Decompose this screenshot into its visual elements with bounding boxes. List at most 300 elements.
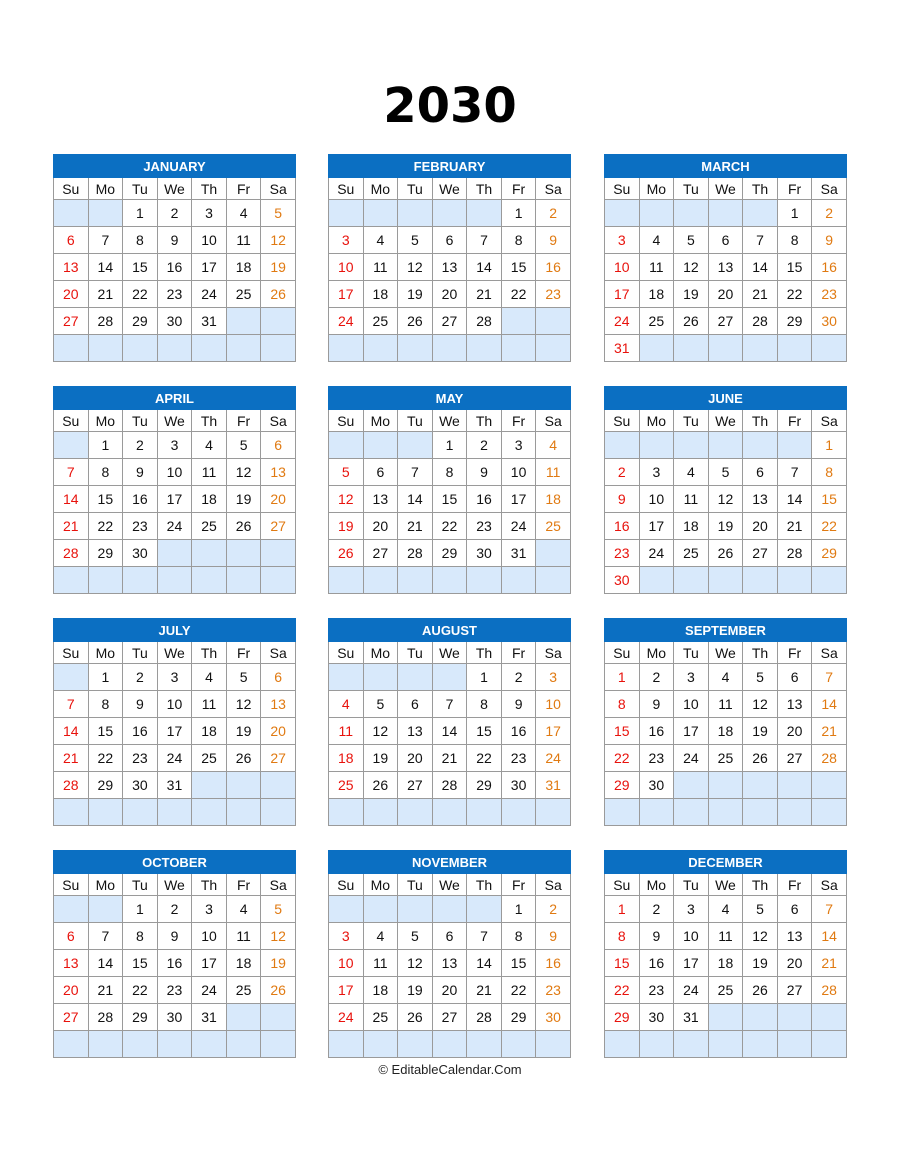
day-cell: 28	[88, 308, 123, 335]
day-cell: 11	[192, 459, 227, 486]
month-name: FEBRUARY	[329, 155, 571, 178]
empty-cell	[398, 200, 433, 227]
day-cell: 17	[192, 254, 227, 281]
weekday-label: We	[432, 642, 467, 664]
day-cell: 30	[639, 772, 674, 799]
day-cell: 20	[54, 977, 89, 1004]
day-cell: 20	[743, 513, 778, 540]
empty-cell	[329, 200, 364, 227]
weekday-label: Su	[605, 874, 640, 896]
day-cell: 7	[812, 664, 847, 691]
day-cell: 8	[123, 923, 158, 950]
month-december	[604, 850, 847, 1058]
weekday-label: We	[157, 874, 192, 896]
empty-cell	[54, 567, 89, 594]
month-august	[328, 618, 571, 826]
empty-cell	[261, 772, 296, 799]
day-cell: 11	[363, 950, 398, 977]
day-cell: 18	[363, 281, 398, 308]
empty-cell	[432, 799, 467, 826]
day-cell: 22	[501, 281, 536, 308]
day-cell: 10	[157, 459, 192, 486]
empty-cell	[812, 799, 847, 826]
empty-cell	[123, 335, 158, 362]
weekday-label: Mo	[363, 874, 398, 896]
day-cell: 24	[157, 745, 192, 772]
day-cell: 1	[432, 432, 467, 459]
empty-cell	[501, 1031, 536, 1058]
month-november	[328, 850, 571, 1058]
empty-cell	[605, 1031, 640, 1058]
month-july	[53, 618, 296, 826]
day-cell: 5	[261, 896, 296, 923]
day-cell: 3	[192, 896, 227, 923]
month-name: DECEMBER	[605, 851, 847, 874]
day-cell: 23	[501, 745, 536, 772]
day-cell: 22	[812, 513, 847, 540]
day-cell: 24	[329, 1004, 364, 1031]
day-cell: 18	[708, 950, 743, 977]
day-cell: 16	[157, 254, 192, 281]
day-cell: 20	[777, 718, 812, 745]
day-cell: 13	[777, 923, 812, 950]
weekday-label: Tu	[674, 410, 709, 432]
empty-cell	[708, 200, 743, 227]
day-cell: 1	[467, 664, 502, 691]
day-cell: 22	[605, 977, 640, 1004]
day-cell: 11	[226, 227, 261, 254]
day-cell: 13	[261, 459, 296, 486]
day-cell: 6	[432, 227, 467, 254]
empty-cell	[777, 1031, 812, 1058]
day-cell: 26	[363, 772, 398, 799]
day-cell: 23	[639, 977, 674, 1004]
day-cell: 5	[743, 896, 778, 923]
day-cell: 29	[605, 772, 640, 799]
empty-cell	[226, 1031, 261, 1058]
empty-cell	[329, 664, 364, 691]
empty-cell	[363, 335, 398, 362]
day-cell: 29	[605, 1004, 640, 1031]
empty-cell	[708, 772, 743, 799]
empty-cell	[708, 1004, 743, 1031]
empty-cell	[363, 799, 398, 826]
empty-cell	[743, 567, 778, 594]
empty-cell	[88, 200, 123, 227]
weekday-label: Th	[192, 874, 227, 896]
day-cell: 3	[639, 459, 674, 486]
day-cell: 11	[226, 923, 261, 950]
empty-cell	[536, 540, 571, 567]
month-name: JUNE	[605, 387, 847, 410]
empty-cell	[639, 200, 674, 227]
day-cell: 10	[674, 691, 709, 718]
day-cell: 7	[467, 227, 502, 254]
day-cell: 2	[536, 200, 571, 227]
day-cell: 14	[54, 486, 89, 513]
day-cell: 16	[639, 718, 674, 745]
day-cell: 20	[432, 977, 467, 1004]
day-cell: 6	[398, 691, 433, 718]
weekday-label: Su	[605, 178, 640, 200]
day-cell: 24	[501, 513, 536, 540]
empty-cell	[192, 335, 227, 362]
day-cell: 27	[261, 513, 296, 540]
empty-cell	[54, 896, 89, 923]
day-cell: 15	[123, 950, 158, 977]
day-cell: 16	[123, 718, 158, 745]
day-cell: 30	[639, 1004, 674, 1031]
day-cell: 11	[363, 254, 398, 281]
day-cell: 25	[674, 540, 709, 567]
day-cell: 17	[192, 950, 227, 977]
empty-cell	[639, 1031, 674, 1058]
day-cell: 26	[674, 308, 709, 335]
day-cell: 12	[363, 718, 398, 745]
day-cell: 6	[54, 227, 89, 254]
day-cell: 13	[432, 950, 467, 977]
empty-cell	[54, 200, 89, 227]
empty-cell	[123, 567, 158, 594]
day-cell: 20	[398, 745, 433, 772]
empty-cell	[432, 664, 467, 691]
day-cell: 21	[743, 281, 778, 308]
day-cell: 14	[467, 254, 502, 281]
day-cell: 12	[674, 254, 709, 281]
day-cell: 17	[674, 950, 709, 977]
empty-cell	[467, 335, 502, 362]
weekday-label: Mo	[88, 874, 123, 896]
day-cell: 5	[398, 923, 433, 950]
day-cell: 8	[777, 227, 812, 254]
day-cell: 20	[708, 281, 743, 308]
day-cell: 8	[432, 459, 467, 486]
weekday-label: We	[432, 410, 467, 432]
day-cell: 24	[536, 745, 571, 772]
weekday-label: Mo	[639, 642, 674, 664]
day-cell: 8	[812, 459, 847, 486]
day-cell: 25	[226, 281, 261, 308]
empty-cell	[501, 567, 536, 594]
day-cell: 6	[363, 459, 398, 486]
weekday-label: Fr	[226, 178, 261, 200]
empty-cell	[363, 432, 398, 459]
day-cell: 16	[157, 950, 192, 977]
day-cell: 9	[639, 691, 674, 718]
day-cell: 10	[157, 691, 192, 718]
day-cell: 22	[605, 745, 640, 772]
day-cell: 11	[329, 718, 364, 745]
empty-cell	[157, 540, 192, 567]
weekday-label: Sa	[812, 874, 847, 896]
empty-cell	[54, 1031, 89, 1058]
empty-cell	[536, 799, 571, 826]
day-cell: 22	[467, 745, 502, 772]
day-cell: 20	[777, 950, 812, 977]
day-cell: 15	[812, 486, 847, 513]
day-cell: 5	[261, 200, 296, 227]
day-cell: 14	[467, 950, 502, 977]
weekday-label: Th	[467, 410, 502, 432]
day-cell: 8	[88, 459, 123, 486]
weekday-label: Mo	[639, 874, 674, 896]
day-cell: 10	[192, 923, 227, 950]
day-cell: 6	[432, 923, 467, 950]
weekday-label: Sa	[536, 410, 571, 432]
day-cell: 24	[674, 977, 709, 1004]
day-cell: 28	[467, 1004, 502, 1031]
month-september	[604, 618, 847, 826]
day-cell: 3	[536, 664, 571, 691]
day-cell: 23	[157, 977, 192, 1004]
day-cell: 8	[501, 923, 536, 950]
weekday-label: Sa	[536, 178, 571, 200]
empty-cell	[536, 335, 571, 362]
empty-cell	[467, 1031, 502, 1058]
empty-cell	[226, 308, 261, 335]
empty-cell	[674, 772, 709, 799]
empty-cell	[708, 1031, 743, 1058]
empty-cell	[261, 1004, 296, 1031]
day-cell: 23	[123, 745, 158, 772]
empty-cell	[501, 308, 536, 335]
empty-cell	[674, 335, 709, 362]
day-cell: 26	[398, 308, 433, 335]
day-cell: 2	[467, 432, 502, 459]
weekday-label: Th	[743, 410, 778, 432]
empty-cell	[639, 799, 674, 826]
empty-cell	[192, 799, 227, 826]
day-cell: 19	[261, 950, 296, 977]
day-cell: 26	[743, 745, 778, 772]
day-cell: 14	[88, 254, 123, 281]
empty-cell	[54, 664, 89, 691]
weekday-label: Sa	[261, 178, 296, 200]
day-cell: 7	[398, 459, 433, 486]
empty-cell	[812, 1004, 847, 1031]
weekday-label: Su	[54, 642, 89, 664]
day-cell: 9	[157, 923, 192, 950]
day-cell: 31	[605, 335, 640, 362]
weekday-label: Su	[54, 178, 89, 200]
empty-cell	[432, 896, 467, 923]
day-cell: 27	[743, 540, 778, 567]
day-cell: 6	[777, 664, 812, 691]
day-cell: 4	[192, 432, 227, 459]
day-cell: 27	[777, 977, 812, 1004]
day-cell: 9	[467, 459, 502, 486]
day-cell: 17	[329, 977, 364, 1004]
day-cell: 25	[363, 1004, 398, 1031]
day-cell: 17	[605, 281, 640, 308]
day-cell: 30	[123, 540, 158, 567]
empty-cell	[743, 200, 778, 227]
day-cell: 7	[467, 923, 502, 950]
day-cell: 26	[329, 540, 364, 567]
day-cell: 14	[777, 486, 812, 513]
empty-cell	[674, 799, 709, 826]
empty-cell	[674, 567, 709, 594]
day-cell: 5	[226, 664, 261, 691]
day-cell: 22	[501, 977, 536, 1004]
day-cell: 16	[639, 950, 674, 977]
weekday-label: Su	[605, 642, 640, 664]
empty-cell	[812, 335, 847, 362]
empty-cell	[743, 335, 778, 362]
empty-cell	[226, 540, 261, 567]
day-cell: 26	[261, 977, 296, 1004]
day-cell: 16	[605, 513, 640, 540]
day-cell: 28	[432, 772, 467, 799]
day-cell: 11	[708, 691, 743, 718]
day-cell: 23	[812, 281, 847, 308]
weekday-label: Th	[467, 178, 502, 200]
day-cell: 29	[467, 772, 502, 799]
weekday-label: Tu	[398, 642, 433, 664]
day-cell: 10	[674, 923, 709, 950]
empty-cell	[88, 1031, 123, 1058]
month-january	[53, 154, 296, 362]
day-cell: 29	[432, 540, 467, 567]
day-cell: 7	[812, 896, 847, 923]
empty-cell	[54, 432, 89, 459]
day-cell: 27	[363, 540, 398, 567]
weekday-label: We	[708, 642, 743, 664]
empty-cell	[329, 335, 364, 362]
empty-cell	[467, 896, 502, 923]
day-cell: 8	[605, 923, 640, 950]
day-cell: 15	[605, 718, 640, 745]
day-cell: 17	[501, 486, 536, 513]
day-cell: 12	[398, 254, 433, 281]
day-cell: 18	[363, 977, 398, 1004]
empty-cell	[432, 335, 467, 362]
day-cell: 5	[743, 664, 778, 691]
day-cell: 30	[605, 567, 640, 594]
weekday-label: Th	[743, 874, 778, 896]
day-cell: 1	[605, 664, 640, 691]
empty-cell	[708, 567, 743, 594]
day-cell: 12	[743, 691, 778, 718]
empty-cell	[157, 567, 192, 594]
day-cell: 14	[432, 718, 467, 745]
weekday-label: Th	[192, 178, 227, 200]
day-cell: 27	[432, 1004, 467, 1031]
empty-cell	[226, 567, 261, 594]
weekday-label: Th	[192, 410, 227, 432]
month-march	[604, 154, 847, 362]
empty-cell	[605, 200, 640, 227]
day-cell: 21	[54, 513, 89, 540]
empty-cell	[54, 799, 89, 826]
day-cell: 28	[88, 1004, 123, 1031]
day-cell: 24	[192, 977, 227, 1004]
empty-cell	[88, 896, 123, 923]
day-cell: 12	[708, 486, 743, 513]
month-february	[328, 154, 571, 362]
empty-cell	[432, 200, 467, 227]
empty-cell	[743, 1031, 778, 1058]
month-name: OCTOBER	[54, 851, 296, 874]
day-cell: 19	[329, 513, 364, 540]
month-name: APRIL	[54, 387, 296, 410]
weekday-label: Fr	[777, 642, 812, 664]
day-cell: 28	[812, 977, 847, 1004]
weekday-label: We	[708, 410, 743, 432]
empty-cell	[812, 567, 847, 594]
day-cell: 2	[812, 200, 847, 227]
empty-cell	[777, 772, 812, 799]
day-cell: 15	[432, 486, 467, 513]
day-cell: 19	[708, 513, 743, 540]
empty-cell	[261, 567, 296, 594]
empty-cell	[88, 335, 123, 362]
day-cell: 2	[536, 896, 571, 923]
day-cell: 2	[157, 896, 192, 923]
day-cell: 12	[398, 950, 433, 977]
day-cell: 7	[54, 459, 89, 486]
day-cell: 1	[88, 664, 123, 691]
weekday-label: Fr	[226, 410, 261, 432]
day-cell: 25	[536, 513, 571, 540]
empty-cell	[605, 432, 640, 459]
empty-cell	[329, 432, 364, 459]
year-title: 2030	[383, 78, 517, 134]
weekday-label: Mo	[363, 178, 398, 200]
day-cell: 20	[363, 513, 398, 540]
month-april	[53, 386, 296, 594]
day-cell: 16	[501, 718, 536, 745]
day-cell: 3	[329, 227, 364, 254]
empty-cell	[398, 567, 433, 594]
weekday-label: Fr	[501, 874, 536, 896]
day-cell: 29	[123, 1004, 158, 1031]
day-cell: 12	[261, 227, 296, 254]
month-name: JANUARY	[54, 155, 296, 178]
day-cell: 22	[123, 281, 158, 308]
day-cell: 21	[812, 950, 847, 977]
empty-cell	[226, 1004, 261, 1031]
weekday-label: Sa	[536, 874, 571, 896]
day-cell: 29	[777, 308, 812, 335]
day-cell: 25	[639, 308, 674, 335]
day-cell: 16	[536, 950, 571, 977]
day-cell: 17	[674, 718, 709, 745]
day-cell: 29	[123, 308, 158, 335]
weekday-label: Tu	[674, 874, 709, 896]
day-cell: 17	[157, 718, 192, 745]
empty-cell	[363, 200, 398, 227]
day-cell: 31	[192, 1004, 227, 1031]
day-cell: 9	[123, 459, 158, 486]
weekday-label: Su	[54, 410, 89, 432]
day-cell: 22	[777, 281, 812, 308]
empty-cell	[261, 540, 296, 567]
day-cell: 27	[54, 308, 89, 335]
weekday-label: Fr	[777, 874, 812, 896]
day-cell: 18	[192, 718, 227, 745]
day-cell: 23	[467, 513, 502, 540]
day-cell: 31	[501, 540, 536, 567]
day-cell: 15	[777, 254, 812, 281]
month-name: MAY	[329, 387, 571, 410]
empty-cell	[743, 432, 778, 459]
empty-cell	[329, 896, 364, 923]
weekday-label: Fr	[226, 874, 261, 896]
day-cell: 12	[261, 923, 296, 950]
weekday-label: Fr	[501, 642, 536, 664]
day-cell: 20	[261, 718, 296, 745]
